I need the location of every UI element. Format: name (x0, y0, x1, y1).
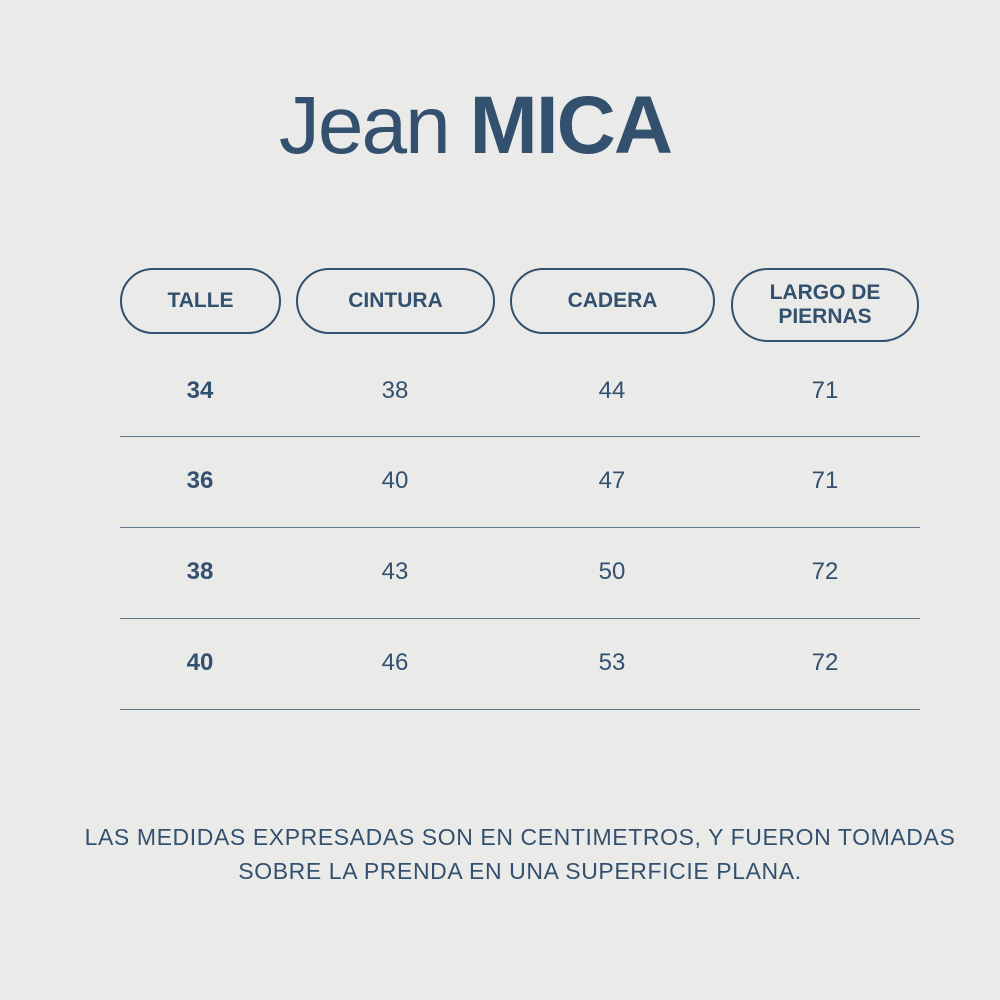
cell-cadera: 47 (598, 467, 626, 494)
cell-talle: 40 (186, 649, 214, 676)
header-cadera-label: CADERA (567, 289, 658, 312)
header-largo-line1: LARGO DE (769, 281, 881, 304)
header-cadera (510, 268, 715, 334)
measurement-note (40, 820, 1000, 888)
table-row (120, 618, 920, 708)
row-divider (120, 709, 920, 710)
cell-cintura: 46 (381, 649, 409, 676)
title-jean: Jean (278, 80, 449, 171)
note-line-1: LAS MEDIDAS EXPRESADAS SON EN CENTIMETROS, Y FUERON TOMADAS (84, 824, 956, 850)
cell-largo: 71 (811, 377, 839, 404)
header-largo-line2: PIERNAS (778, 305, 872, 328)
cell-largo: 71 (811, 467, 839, 494)
cell-largo: 72 (811, 649, 839, 676)
cell-cadera: 50 (598, 558, 626, 585)
cell-talle: 34 (186, 377, 214, 404)
page-title (0, 78, 950, 174)
cell-cintura: 40 (381, 467, 409, 494)
cell-cintura: 38 (381, 377, 409, 404)
table-row (120, 346, 920, 436)
note-line-2: SOBRE LA PRENDA EN UNA SUPERFICIE PLANA. (238, 858, 802, 884)
header-talle (120, 268, 281, 334)
cell-talle: 36 (186, 467, 214, 494)
title-model: MICA (469, 80, 672, 171)
header-talle-label: TALLE (167, 289, 234, 312)
cell-cadera: 53 (598, 649, 626, 676)
header-cintura (296, 268, 495, 334)
cell-cadera: 44 (598, 377, 626, 404)
header-cintura-label: CINTURA (348, 289, 443, 312)
table-row (120, 436, 920, 526)
table-row (120, 527, 920, 617)
cell-largo: 72 (811, 558, 839, 585)
cell-cintura: 43 (381, 558, 409, 585)
cell-talle: 38 (186, 558, 214, 585)
header-largo-de-piernas (731, 268, 919, 342)
